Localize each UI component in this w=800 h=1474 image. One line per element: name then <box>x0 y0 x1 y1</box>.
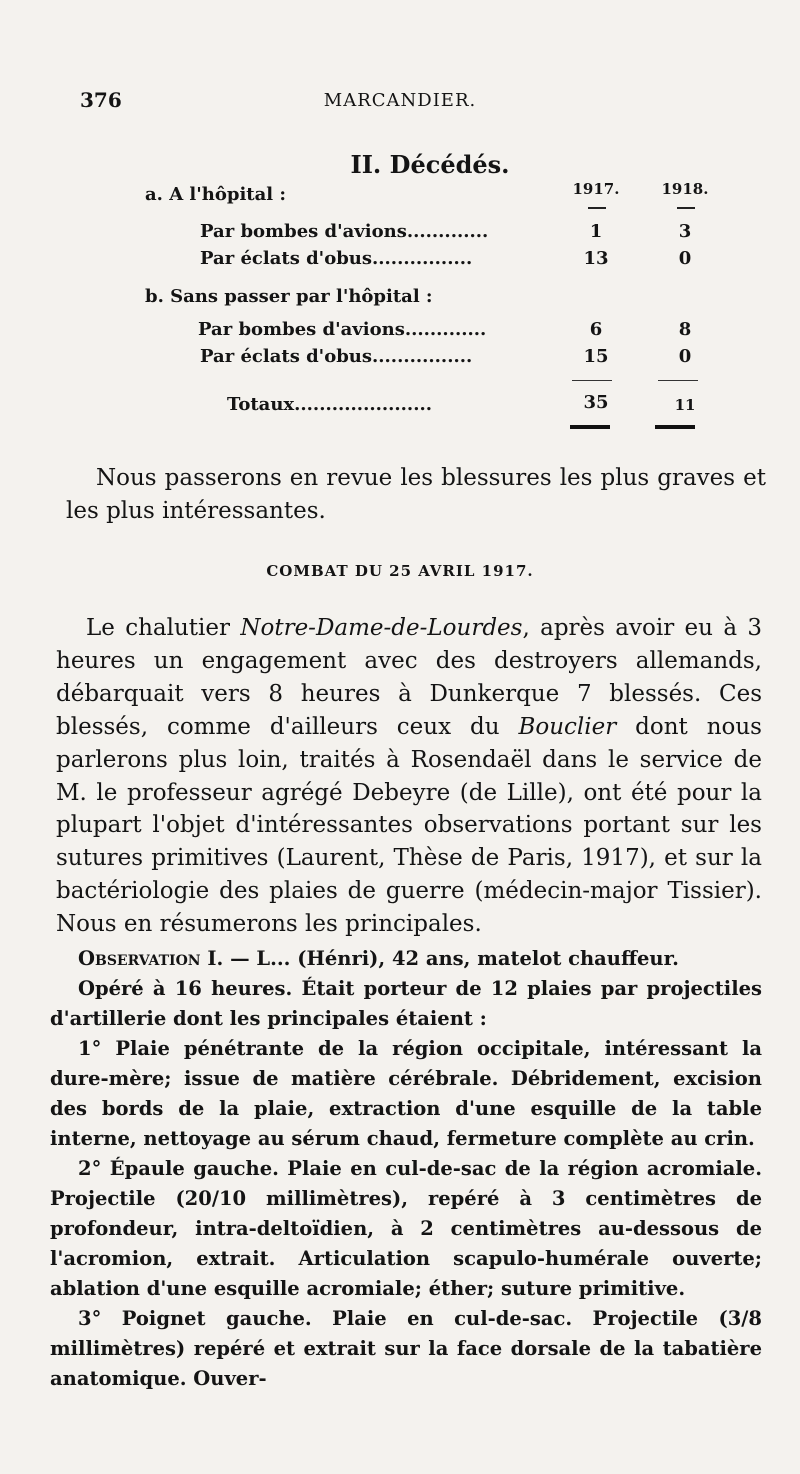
table-row-label: Par bombes d'avions............. <box>198 319 487 340</box>
group-b-label: b. Sans passer par l'hôpital : <box>145 286 433 307</box>
ship-name-bouclier: Bouclier <box>518 713 617 740</box>
combat-text-start: Le chalutier <box>86 615 241 641</box>
total-rule <box>655 425 695 429</box>
intro-paragraph: Nous passerons en revue les blessures les plus graves et les plus intéressantes. <box>66 465 766 524</box>
table-cell-1917: 1 <box>589 221 603 242</box>
combat-heading: COMBAT DU 25 AVRIL 1917. <box>266 562 534 580</box>
observation-label: Observation <box>78 947 201 970</box>
total-rule <box>570 425 610 429</box>
section-title: II. Décédés. <box>350 150 510 179</box>
table-cell-1918: 0 <box>678 248 692 269</box>
table-cell-1917: 15 <box>583 346 609 367</box>
observation-paragraph: 1° Plaie pénétrante de la région occipitale, intéressant la dure-mère; issue de matière cérébrale. Débridement, excision des bords de la plaie, extraction d'une esquille de la table interne, nettoyage au sérum chaud, fermeture complète au crin. <box>50 1037 762 1150</box>
table-row-label: Par bombes d'avions............. <box>200 221 489 242</box>
observation-block <box>50 944 762 1394</box>
table-cell-1917: 6 <box>589 319 603 340</box>
column-header-1918: 1918. <box>661 180 709 198</box>
observation-paragraph: 2° Épaule gauche. Plaie en cul-de-sac de la région acromiale. Projectile (20/10 millimètres), repéré à 3 centimètres de profondeur, intra-deltoïdien, à 2 centimètres au-dessous de l'acromion, extrait. Articulation scapulo-humérale ouverte; ablation d'une esquille acromiale; éther; suture primitive. <box>50 1157 762 1300</box>
column-header-1917: 1917. <box>572 180 620 198</box>
group-a-label: a. A l'hôpital : <box>145 184 287 205</box>
total-1917: 35 <box>583 392 609 413</box>
sum-rule <box>572 380 612 381</box>
sum-rule <box>658 380 698 381</box>
observation-paragraph: Opéré à 16 heures. Était porteur de 12 plaies par projectiles d'artillerie dont les principales étaient : <box>50 977 762 1030</box>
observation-title <box>50 944 762 974</box>
observation-heading: I. — L... (Hénri), 42 ans, matelot chauffeur. <box>200 947 679 970</box>
running-head <box>0 88 800 118</box>
table-row-label: Par éclats d'obus................ <box>200 346 473 367</box>
combat-text-mid: , après avoir eu à 3 heures un engagement avec des destroyers allemands, débarquait vers 8 heures à Dunkerque 7 blessés. Ces blessés, comme d'ailleurs ceux du <box>56 615 762 740</box>
total-label: Totaux...................... <box>227 394 432 415</box>
observation-paragraph: 3° Poignet gauche. Plaie en cul-de-sac. Projectile (3/8 millimètres) repéré et extrait sur la face dorsale de la tabatière anatomique. Ouver- <box>50 1307 762 1390</box>
ship-name: Notre-Dame-de-Lourdes <box>240 615 523 641</box>
column-rule <box>588 207 606 209</box>
table-cell-1918: 8 <box>678 319 692 340</box>
table-cell-1918: 3 <box>678 221 692 242</box>
table-cell-1918: 0 <box>678 346 692 367</box>
table-cell-1917: 13 <box>583 248 609 269</box>
combat-paragraph <box>56 612 762 941</box>
running-title: MARCANDIER. <box>323 90 477 111</box>
total-1918: 11 <box>674 396 696 414</box>
column-rule <box>677 207 695 209</box>
combat-text-end: dont nous parlerons plus loin, traités à Rosendaël dans le service de M. le professeur agrégé Debeyre (de Lille), ont été pour la plupart l'objet d'intéressantes observations portant sur les sutures primitives (Laurent, Thèse de Paris, 1917), et sur la bactériologie des plaies de guerre (médecin-major Tissier). Nous en résumerons les principales. <box>56 713 762 938</box>
table-row-label: Par éclats d'obus................ <box>200 248 473 269</box>
page-number: 376 <box>80 88 122 112</box>
